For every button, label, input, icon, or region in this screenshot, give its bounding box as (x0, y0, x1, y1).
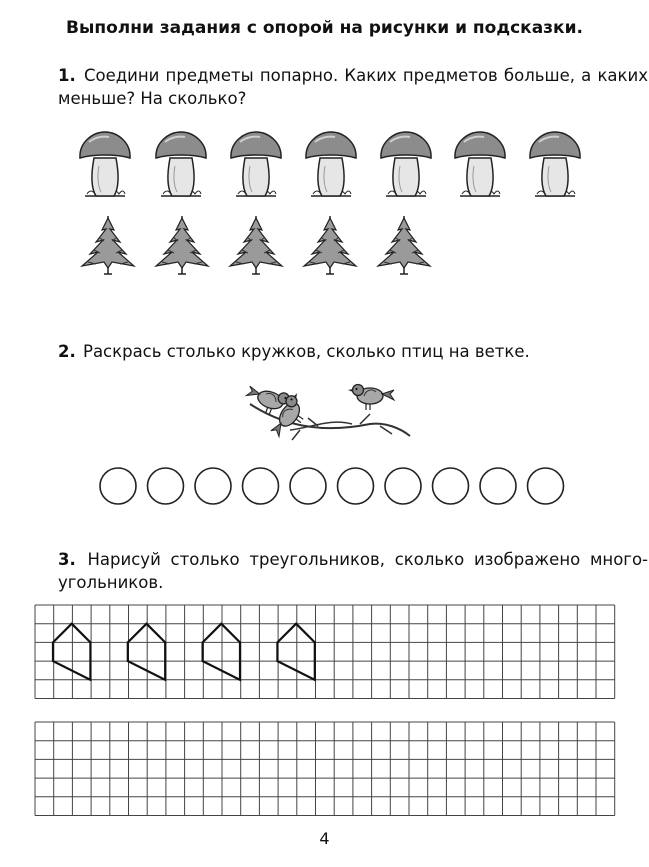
coloring-circle[interactable] (480, 468, 516, 504)
mushroom-icon (306, 132, 356, 196)
polygons (53, 624, 315, 680)
fir-tree-icon (230, 216, 282, 274)
fir-tree-icon (82, 216, 134, 274)
mushroom-icon (530, 132, 580, 196)
pentagon-icon (203, 624, 240, 680)
coloring-circle[interactable] (338, 468, 374, 504)
mushroom-icon (455, 132, 505, 196)
bird-icon (348, 385, 394, 411)
coloring-circle[interactable] (433, 468, 469, 504)
task-3-text: Нарисуй столько треугольников, сколько изображено много-угольников. (58, 550, 649, 592)
page-number: 4 (319, 829, 330, 848)
mushroom-icon (231, 132, 281, 196)
task-1-text: Соедини предметы попарно. Каких предметов больше, а каких меньше? На сколько? (58, 66, 648, 108)
mushroom-icon (80, 132, 130, 196)
circles-row (100, 468, 564, 504)
mushrooms-row (80, 132, 580, 196)
answer-grid (35, 722, 615, 816)
coloring-circle[interactable] (100, 468, 136, 504)
coloring-circle[interactable] (290, 468, 326, 504)
coloring-circle[interactable] (385, 468, 421, 504)
birds-on-branch (243, 381, 410, 442)
fir-tree-icon (304, 216, 356, 274)
pentagon-icon (277, 624, 314, 680)
mushroom-icon (156, 132, 206, 196)
fir-trees-row (82, 216, 430, 274)
coloring-circle[interactable] (528, 468, 564, 504)
coloring-circle[interactable] (195, 468, 231, 504)
coloring-circle[interactable] (243, 468, 279, 504)
mushroom-icon (381, 132, 431, 196)
grid-with-polygons (35, 605, 615, 699)
task-3-number: 3. (58, 550, 76, 569)
pentagon-icon (53, 624, 90, 680)
fir-tree-icon (378, 216, 430, 274)
task-1-number: 1. (58, 66, 76, 85)
task-2-text: Раскрась столько кружков, сколько птиц на ветке. (83, 342, 530, 361)
task-2-number: 2. (58, 342, 76, 361)
page-title: Выполни задания с опорой на рисунки и подсказки. (66, 18, 583, 38)
pentagon-icon (128, 624, 165, 680)
coloring-circle[interactable] (148, 468, 184, 504)
fir-tree-icon (156, 216, 208, 274)
